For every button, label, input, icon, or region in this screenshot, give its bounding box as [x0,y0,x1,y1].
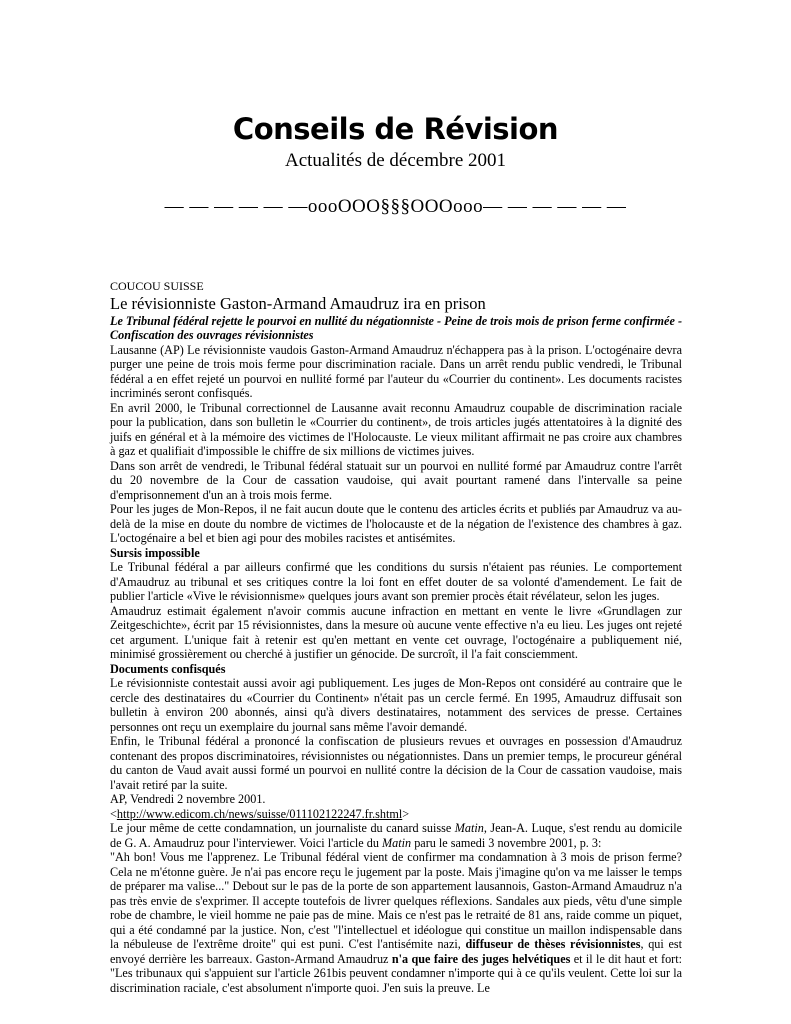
link-bracket-open: < [110,806,117,821]
emphasis-text: n'a que faire des juges helvétiques [391,951,571,966]
subheading: Documents confisqués [110,661,226,676]
text-run: , Jean-A. Luque, s'est rendu au domicile de G. A. Amaudruz pour l'interviewer. Voici l'article du [110,821,682,850]
subheading: Sursis impossible [110,545,200,560]
text-run: et il le dit haut et fort: "Les tribunaux qui s'appuient sur l'article 261bis peuvent condamner n'importe qui à ce qu'ils veulent. Cette loi sur la discrimination raciale, c'est absolument n'importe quoi. J'en suis la preuve. Le [110,951,682,995]
publication-name: Matin [454,821,484,835]
paragraph: Le Tribunal fédéral a par ailleurs confirmé que les conditions du sursis n'étaient pas réunies. Le comportement d'Amaudruz au tribunal et ses critiques contre la loi font en effet douter de sa volonté d'amendement. Le fait de publier l'article «Vive le révisionnisme» quelques jours avant son premier procès était révélateur, selon les juges. [110,560,682,603]
paragraph: Pour les juges de Mon-Repos, il ne fait aucun doute que le contenu des articles écrits et publiés par Amaudruz va au-delà de la mise en doute du nombre de victimes de l'holocauste et de la négation de l'existence des chambres à gaz. L'octogénaire a bel et bien agi pour des mobiles racistes et antisémites. [110,502,682,545]
text-run: Le jour même de cette condamnation, un journaliste du canard suisse [110,821,455,835]
paragraph: En avril 2000, le Tribunal correctionnel de Lausanne avait reconnu Amaudruz coupable de discrimination raciale pour la publication, dans son bulletin le «Courrier du continent», de trois articles jugés attentatoires à la dignité des juifs en général et à la mémoire des victimes de l'Holocauste. Le vieux militant affirmait ne pas croire aux chambres à gaz et qualifiait d'impossible le chiffre de six millions de victimes juives. [110,400,682,458]
publication-name: Matin [382,835,412,850]
emphasis-text: diffuseur de thèses révisionnistes [465,937,641,951]
article-headline: Le révisionniste Gaston-Armand Amaudruz ira en prison [110,293,486,313]
paragraph: Dans son arrêt de vendredi, le Tribunal fédéral statuait sur un pourvoi en nullité formé par Amaudruz contre l'arrêt du 20 novembre de la Cour de cassation vaudoise, qui avait pourtant ramené dans l'intervalle sa peine d'emprisonnement d'un an à trois mois ferme. [110,458,682,502]
source-link-line [110,807,682,822]
source-link[interactable]: http://www.edicom.ch/news/suisse/011102122247.fr.shtml [116,806,403,821]
page-subtitle: Actualités de décembre 2001 [284,150,507,171]
quoted-article [110,850,682,995]
paragraph: Amaudruz estimait également n'avoir commis aucune infraction en mettant en vente le livre «Grundlagen zur Zeitgeschichte», écrit par 15 révisionnistes, dans la mesure où aucune vente effective n'a eu lieu. Les juges ont rejeté cet argument. L'unique fait à retenir est qu'en mettant en vente cet ouvrage, l'octogénaire a publiquement nié, minimisé grossièrement ou cherché à justifier un génocide. De surcroît, il l'a fait consciemment. [110,603,682,661]
article-body [110,279,682,995]
dateline: AP, Vendredi 2 novembre 2001. [110,792,266,806]
ornamental-divider: — — — — — —oooOOO§§§OOOooo— — — — — — [164,196,627,217]
section-label: COUCOU SUISSE [110,279,204,293]
text-run: paru le samedi 3 novembre 2001, p. 3: [411,835,602,850]
paragraph [110,821,682,850]
text-run: , qui est envoyé derrière les barreaux. Gaston-Armand Amaudruz [110,937,682,966]
paragraph: Lausanne (AP) Le révisionniste vaudois Gaston-Armand Amaudruz n'échappera pas à la prison. L'octogénaire devra purger une peine de trois mois ferme pour discrimination raciale. Dans un arrêt rendu public vendredi, le Tribunal fédéral a en effet rejeté un pourvoi en nullité formé par l'auteur du «Courrier du continent». Les documents racistes incriminés seront confisqués. [110,342,682,400]
text-run: "Ah bon! Vous me l'apprenez. Le Tribunal fédéral vient de confirmer ma condamnation à 3 mois de prison ferme? Cela ne m'étonne guère. Je n'ai pas encore reçu le jugement par la poste. Mais j'imagine qu'on va me laisser le temps de préparer ma valise..." Debout sur le pas de la porte de son appartement lausannois, Gaston-Armand Amaudruz n'a pas très envie de s'exprimer. Il accepte toutefois de livrer quelques réflexions. Sandales aux pieds, vêtu d'une simple robe de chambre, le vieil homme ne paie pas de mine. Mais ce n'est pas le retraité de 81 ans, raide comme un piquet, qui a été condamné par la justice. Non, c'est "l'intellectuel et idéologue qui constitue un maillon indispensable dans la nébuleuse de l'extrême droite" qui est puni. C'est l'antisémite nazi, [110,850,682,951]
page-title: Conseils de Révision [232,112,559,146]
paragraph: Le révisionniste contestait aussi avoir agi publiquement. Les juges de Mon-Repos ont considéré au contraire que le cercle des destinataires du «Courrier du Continent» n'était pas un cercle fermé. En 1995, Amaudruz diffusait son bulletin à environ 200 abonnés, ainsi qu'à divers destinataires, notamment des services de presse. Certaines personnes ont reçu un exemplaire du journal sans même l'avoir demandé. [110,676,682,734]
link-bracket-close: > [402,806,410,821]
article-lead: Le Tribunal fédéral rejette le pourvoi en nullité du négationniste - Peine de trois mois de prison ferme confirmée - Confiscation des ouvrages révisionnistes [110,313,682,342]
paragraph: Enfin, le Tribunal fédéral a prononcé la confiscation de plusieurs revues et ouvrages en possession d'Amaudruz contenant des propos discriminatoires, révisionnistes ou négationnistes. Dans un premier temps, le procureur général du canton de Vaud avait aussi formé un pourvoi en nullité contre la décision de la Cour de cassation vaudoise, mais l'avait retiré par la suite. [110,734,682,792]
